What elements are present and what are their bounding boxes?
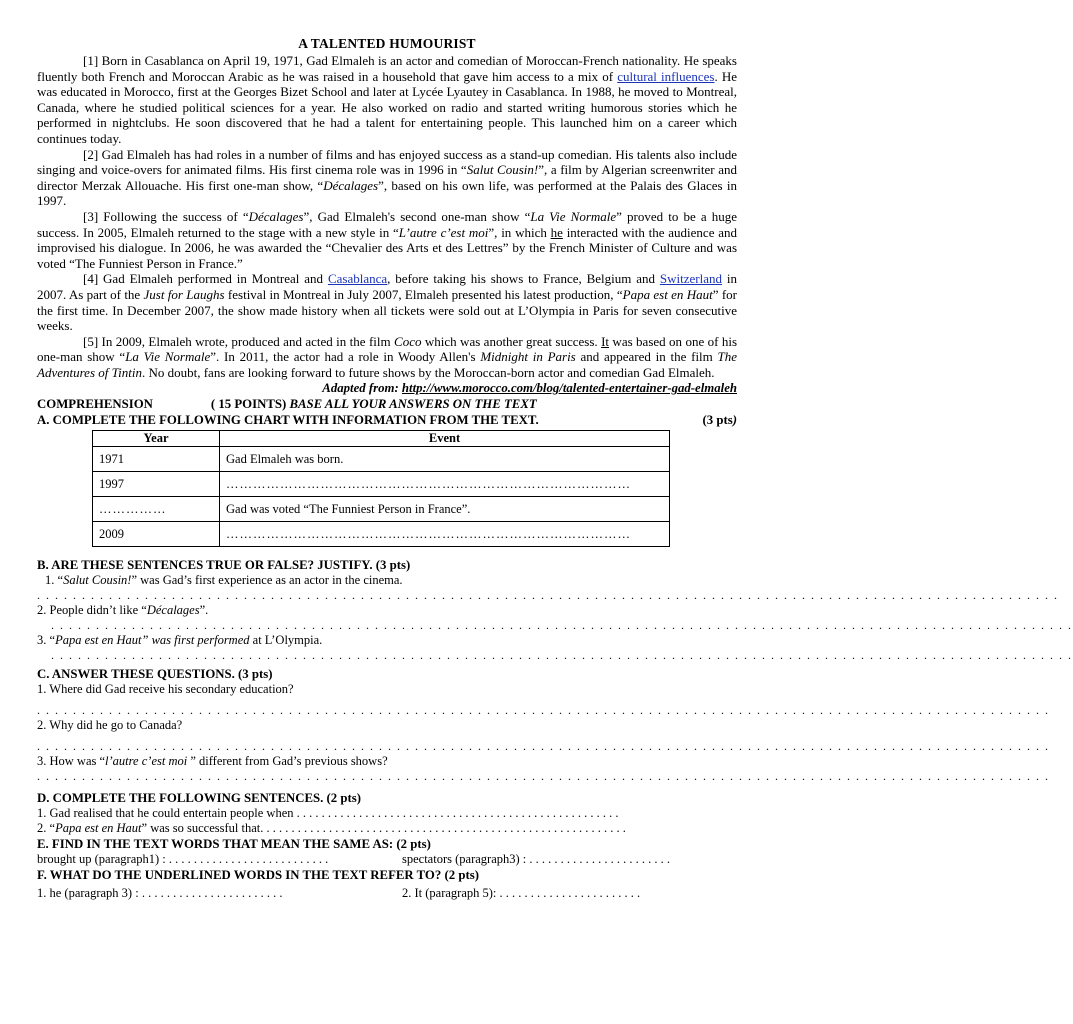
question-c1: 1. Where did Gad receive his secondary education? [37, 682, 294, 697]
q-text: 3. “ [37, 633, 56, 648]
text-span: ”, a film by Algerian screenwriter and director Merzak Allouache. His first one-man show, “ [37, 162, 737, 193]
event-column-header: Event [220, 431, 670, 447]
answer-line[interactable]: . . . . . . . . . . . . . . . . . . . . . . . . . . . . . . . . . . . . . . . . . . . . . . . . . . . . . . . . . . . . . . . . . . . . . . . . . . . . . . . . . . . . . . . . . . . . . . . . . . . . . . . . . . . . . . . . . [37, 703, 1050, 718]
paragraph-5 [37, 334, 737, 381]
word-e2[interactable]: spectators (paragraph3) : . . . . . . . . . . . . . . . . . . . . . . . [402, 852, 670, 867]
section-e-row [37, 852, 737, 867]
event-answer-blank[interactable]: ……………………………………………………………………………… [220, 472, 670, 497]
text-span: in 2007. As part of the [37, 271, 737, 302]
page-title: A TALENTED HUMOURIST [298, 36, 476, 51]
points-close: ) [732, 413, 737, 428]
points-text: (3 pts [702, 413, 733, 428]
year-cell: 1997 [93, 472, 220, 497]
text-span: [4] Gad Elmaleh performed in Montreal and [83, 271, 328, 287]
comprehension-points: ( 15 POINTS) [210, 397, 287, 412]
source-label: Adapted from: [322, 381, 402, 396]
paragraph-4 [37, 271, 737, 333]
section-a-heading [37, 412, 737, 428]
q-text: 2. “ [37, 821, 56, 836]
show-title: Papa est en Haut [622, 286, 713, 302]
q-italic: Papa est en Haut [55, 821, 142, 836]
text-span: ”, based on his own life, was performed at the Palais des Glaces in 1997. [37, 177, 738, 209]
spacer [37, 547, 737, 557]
text-span: ” proved to be a huge success. In 2005, Elmaleh returned to the stage with a new style in “ [37, 208, 737, 240]
q-text: at L’Olympia. [249, 633, 323, 648]
q-text: ” was so successful that. . . . . . . . . . . . . . . . . . . . . . . . . . . . . . . . . . . . . . . . . . . . . . . . . . . . . . . . . . . [141, 821, 626, 836]
casablanca-link[interactable]: Casablanca [327, 271, 388, 287]
section-d-heading: D. COMPLETE THE FOLLOWING SENTENCES. (2 pts) [37, 791, 362, 806]
chart-header-row [93, 431, 670, 447]
question-c3 [37, 754, 737, 769]
q-text: 2. People didn’t like “ [37, 603, 147, 618]
film-title: Midnight in Paris [480, 349, 576, 365]
section-a-title: A. COMPLETE THE FOLLOWING CHART WITH INFORMATION FROM THE TEXT. [37, 413, 539, 428]
word-e1[interactable]: brought up (paragraph1) : . . . . . . . . . . . . . . . . . . . . . . . . . . [37, 852, 329, 867]
event-answer-blank[interactable]: ……………………………………………………………………………… [220, 522, 670, 547]
text-span: ”. In 2011, the actor had a role in Woody Allen's [210, 349, 481, 365]
show-title: La Vie Normale [530, 208, 617, 224]
section-b-heading: B. ARE THESE SENTENCES TRUE OR FALSE? JUSTIFY. (3 pts) [37, 558, 411, 573]
word-f2[interactable]: 2. It (paragraph 5): . . . . . . . . . . . . . . . . . . . . . . . [402, 886, 641, 901]
show-title: Décalages [248, 208, 304, 224]
section-f-row [37, 886, 737, 901]
show-title: La Vie Normale [125, 349, 211, 365]
section-e-heading: E. FIND IN THE TEXT WORDS THAT MEAN THE SAME AS: (2 pts) [37, 837, 431, 852]
year-cell: 2009 [93, 522, 220, 547]
question-c2: 2. Why did he go to Canada? [37, 718, 183, 733]
table-row [93, 522, 670, 547]
text-span: . He was educated in Morocco, first at the Georges Bizet School and later at Lycée Lyautey in Casablanca. In 1988, he moved to Montreal, Canada, where he studied political sciences for a year. He also worked on radio and started writing humorous stories which he performed in nightclubs. He soon discovered that he had a talent for entertaining people. This launched him on a career which continues today. [37, 68, 737, 146]
answer-line[interactable]: . . . . . . . . . . . . . . . . . . . . . . . . . . . . . . . . . . . . . . . . . . . . . . . . . . . . . . . . . . . . . . . . . . . . . . . . . . . . . . . . . . . . . . . . . . . . . . . . . . . . . . . . . . . . . . . . . [37, 739, 1050, 754]
q-italic: Salut Cousin! [63, 573, 132, 588]
text-span: ”, Gad Elmaleh's second one-man show “ [303, 208, 531, 224]
year-cell: 1971 [93, 447, 220, 472]
q-text: 3. How was “ [37, 754, 106, 769]
source-credit [37, 380, 737, 396]
festival-title: Just for Laughs [143, 286, 225, 302]
underlined-word-he: he [550, 224, 563, 240]
text-span: interacted with the audience and improvised his dialogue. In 2006, he was awarded the “Chevalier des Arts et des Lettres” by the French Minister of Culture and was voted “The Funniest Person in France.” [37, 224, 738, 271]
q-italic: Papa est en Haut” was first performed [55, 633, 250, 648]
event-cell: Gad was voted “The Funniest Person in France”. [220, 497, 670, 522]
paragraph-1 [37, 53, 737, 147]
question-b1 [37, 573, 737, 588]
text-span: festival in Montreal in July 2007, Elmaleh presented his latest production, “ [224, 286, 623, 302]
comprehension-heading [37, 396, 737, 412]
section-c-heading: C. ANSWER THESE QUESTIONS. (3 pts) [37, 667, 273, 682]
sentence-d2[interactable] [37, 821, 737, 836]
sentence-d1[interactable]: 1. Gad realised that he could entertain people when . . . . . . . . . . . . . . . . . . . . . . . . . . . . . . . . . . . . . . . . . . . . . . . . . . . . [37, 806, 619, 821]
comprehension-label: COMPREHENSION [37, 397, 153, 412]
film-title: Salut Cousin! [466, 162, 539, 178]
film-title: Coco [394, 333, 422, 349]
answer-line[interactable]: . . . . . . . . . . . . . . . . . . . . . . . . . . . . . . . . . . . . . . . . . . . . . . . . . . . . . . . . . . . . . . . . . . . . . . . . . . . . . . . . . . . . . . . . . . . . . . . . . . . . . . . . . . . . . . . . . . [37, 588, 1059, 603]
source-url[interactable]: http://www.morocco.com/blog/talented-entertainer-gad-elmaleh [401, 381, 737, 396]
paragraph-2 [37, 147, 737, 209]
table-row [93, 497, 670, 522]
text-span: and appeared in the film [575, 349, 718, 365]
q-text: ” was Gad’s first experience as an actor in the cinema. [131, 573, 403, 588]
table-row [93, 472, 670, 497]
cultural-influences-link[interactable]: cultural influences [617, 68, 715, 84]
text-span: [1] Born in Casablanca on April 19, 1971, Gad Elmaleh is an actor and comedian of Moroccan-French nationality. He speaks fluently both French and Moroccan Arabic as he was raised in a household that gave him access to a mix of [37, 53, 737, 84]
text-span: [3] Following the success of “ [83, 208, 249, 224]
table-row [93, 447, 670, 472]
answer-line[interactable]: . . . . . . . . . . . . . . . . . . . . . . . . . . . . . . . . . . . . . . . . . . . . . . . . . . . . . . . . . . . . . . . . . . . . . . . . . . . . . . . . . . . . . . . . . . . . . . . . . . . . . . . . . . . . . . . . . [37, 769, 1050, 784]
paragraph-3 [37, 209, 737, 271]
show-title: Décalages [323, 177, 379, 193]
answer-line[interactable]: . . . . . . . . . . . . . . . . . . . . . . . . . . . . . . . . . . . . . . . . . . . . . . . . . . . . . . . . . . . . . . . . . . . . . . . . . . . . . . . . . . . . . . . . . . . . . . . . . . . . . . . . . . . . . . . . . . [51, 648, 1073, 663]
word-f1[interactable]: 1. he (paragraph 3) : . . . . . . . . . . . . . . . . . . . . . . . [37, 886, 283, 901]
switzerland-link[interactable]: Switzerland [659, 271, 722, 287]
events-chart [92, 430, 670, 547]
answer-line[interactable]: . . . . . . . . . . . . . . . . . . . . . . . . . . . . . . . . . . . . . . . . . . . . . . . . . . . . . . . . . . . . . . . . . . . . . . . . . . . . . . . . . . . . . . . . . . . . . . . . . . . . . . . . . . . . . . . . . . [51, 618, 1073, 633]
comprehension-note: BASE ALL YOUR ANSWERS ON THE TEXT [289, 397, 537, 412]
year-column-header: Year [93, 431, 220, 447]
text-span: , before taking his shows to France, Belgium and [387, 271, 660, 287]
section-f-heading: F. WHAT DO THE UNDERLINED WORDS IN THE TEXT REFER TO? (2 pts) [37, 868, 479, 883]
q-text: ”. [199, 603, 209, 618]
q-italic: Décalages [146, 603, 200, 618]
film-title: The Adventures of Tintin [37, 349, 738, 380]
text-span: was based on one of his one-man show “ [37, 333, 738, 365]
show-title: L’autre c’est moi [398, 224, 489, 240]
q-italic: l’autre c’est moi [105, 754, 188, 769]
event-cell: Gad Elmaleh was born. [220, 447, 670, 472]
worksheet-page [37, 0, 1073, 901]
text-span: ”, in which [488, 224, 551, 240]
year-answer-blank[interactable]: …………… [93, 497, 220, 522]
q-text: ” different from Gad’s previous shows? [187, 754, 388, 769]
question-b3 [37, 633, 737, 648]
section-a-points [703, 412, 737, 428]
text-span: which was another great success. [421, 333, 602, 349]
text-span: ” for the first time. In December 2007, the show made history when all tickets were sold out at L’Olympia in Paris for seven consecutive weeks. [37, 286, 738, 334]
text-span: [5] In 2009, Elmaleh wrote, produced and acted in the film [83, 333, 395, 349]
q-text: 1. “ [45, 573, 64, 588]
question-b2 [37, 603, 737, 618]
underlined-word-it: It [601, 333, 610, 349]
text-span: [2] Gad Elmaleh has had roles in a number of films and has enjoyed success as a stand-up comedian. His talents also include singing and voice-overs for animated films. His first cinema role was in 1996 in “ [37, 146, 737, 178]
text-span: . No doubt, fans are looking forward to future shows by the Moroccan-born actor and comedian Gad Elmaleh. [141, 364, 715, 380]
